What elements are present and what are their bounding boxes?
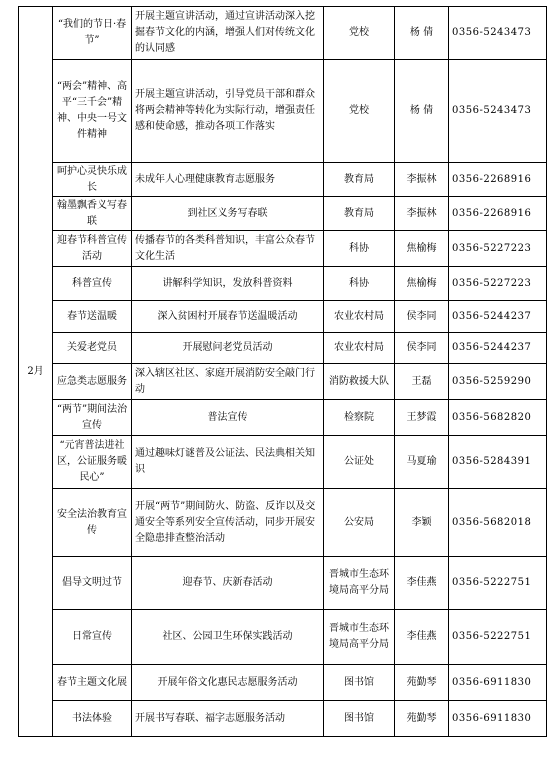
activity-content: 开展书写春联、福字志愿服务活动 <box>132 701 324 737</box>
contact-phone: 0356-5244237 <box>449 301 547 333</box>
organizer: 农业农村局 <box>324 333 395 364</box>
activity-name: “两节”期间法治宣传 <box>53 400 132 436</box>
activity-name: 书法体验 <box>53 701 132 737</box>
activity-content: 迎春节、庆新春活动 <box>132 557 324 610</box>
organizer: 科协 <box>324 231 395 267</box>
contact-person: 李振林 <box>395 163 449 197</box>
activity-content: 开展主题宣讲活动，引导党员干部和群众将两会精神等转化为实际行动，增强责任感和使命感，推动各项工作落实 <box>132 60 324 163</box>
organizer: 晋城市生态环境局高平分局 <box>324 610 395 665</box>
activity-content: 普法宣传 <box>132 400 324 436</box>
activity-name: 日常宣传 <box>53 610 132 665</box>
activity-name: 应急类志愿服务 <box>53 364 132 400</box>
activity-content: 深入贫困村开展春节送温暖活动 <box>132 301 324 333</box>
contact-phone: 0356-5243473 <box>449 60 547 163</box>
contact-phone: 0356-5284391 <box>449 436 547 489</box>
contact-person: 李振林 <box>395 197 449 231</box>
organizer: 图书馆 <box>324 665 395 701</box>
contact-person: 王磊 <box>395 364 449 400</box>
contact-person: 侯李同 <box>395 301 449 333</box>
contact-person: 苑勤琴 <box>395 701 449 737</box>
activity-name: 科普宣传 <box>53 267 132 301</box>
contact-phone: 0356-5222751 <box>449 557 547 610</box>
organizer: 教育局 <box>324 163 395 197</box>
organizer: 农业农村局 <box>324 301 395 333</box>
contact-phone: 0356-6911830 <box>449 665 547 701</box>
activity-content: 开展主题宣讲活动，通过宣讲活动深入挖掘春节文化的内涵，增强人们对传统文化的认同感 <box>132 7 324 60</box>
activity-name: 翰墨飘香义写春联 <box>53 197 132 231</box>
contact-person: 马夏瑜 <box>395 436 449 489</box>
activity-name: 春节送温暖 <box>53 301 132 333</box>
organizer: 科协 <box>324 267 395 301</box>
contact-phone: 0356-5227223 <box>449 267 547 301</box>
organizer: 公安局 <box>324 489 395 557</box>
activity-content: 讲解科学知识，发放科普资料 <box>132 267 324 301</box>
contact-person: 侯李同 <box>395 333 449 364</box>
contact-person: 李佳燕 <box>395 610 449 665</box>
contact-phone: 0356-2268916 <box>449 163 547 197</box>
organizer: 党校 <box>324 60 395 163</box>
contact-phone: 0356-5682820 <box>449 400 547 436</box>
contact-phone: 0356-5244237 <box>449 333 547 364</box>
activity-content: 未成年人心理健康教育志愿服务 <box>132 163 324 197</box>
organizer: 教育局 <box>324 197 395 231</box>
contact-phone: 0356-5259290 <box>449 364 547 400</box>
contact-person: 苑勤琴 <box>395 665 449 701</box>
contact-phone: 0356-6911830 <box>449 701 547 737</box>
activity-schedule-table <box>18 6 547 737</box>
organizer: 消防救援大队 <box>324 364 395 400</box>
activity-name: 关爱老党员 <box>53 333 132 364</box>
organizer: 晋城市生态环境局高平分局 <box>324 557 395 610</box>
contact-phone: 0356-5682018 <box>449 489 547 557</box>
activity-content: 通过趣味灯谜普及公证法、民法典相关知识 <box>132 436 324 489</box>
activity-name: 迎春节科普宣传活动 <box>53 231 132 267</box>
contact-person: 焦榆梅 <box>395 231 449 267</box>
activity-name: “两会”精神、高平“三千会”精神、中央一号文件精神 <box>53 60 132 163</box>
activity-content: 开展年俗文化惠民志愿服务活动 <box>132 665 324 701</box>
activity-content: 到社区义务写春联 <box>132 197 324 231</box>
activity-content: 开展“两节”期间防火、防盗、反诈以及交通安全等系列安全宣传活动，同步开展安全隐患排查整治活动 <box>132 489 324 557</box>
activity-content: 深入辖区社区、家庭开展消防安全敲门行动 <box>132 364 324 400</box>
activity-name: 倡导文明过节 <box>53 557 132 610</box>
activity-content: 社区、公园卫生环保实践活动 <box>132 610 324 665</box>
organizer: 党校 <box>324 7 395 60</box>
contact-person: 李佳燕 <box>395 557 449 610</box>
contact-phone: 0356-2268916 <box>449 197 547 231</box>
contact-person: 焦榆梅 <box>395 267 449 301</box>
activity-content: 传播春节的各类科普知识，丰富公众春节文化生活 <box>132 231 324 267</box>
contact-phone: 0356-5243473 <box>449 7 547 60</box>
activity-name: 安全法治教育宣传 <box>53 489 132 557</box>
contact-person: 杨 倩 <box>395 60 449 163</box>
contact-phone: 0356-5227223 <box>449 231 547 267</box>
month-cell: 2月 <box>19 7 53 737</box>
organizer: 图书馆 <box>324 701 395 737</box>
organizer: 检察院 <box>324 400 395 436</box>
contact-person: 杨 倩 <box>395 7 449 60</box>
activity-name: “元宵普法进社区，公证服务暖民心” <box>53 436 132 489</box>
organizer: 公证处 <box>324 436 395 489</box>
activity-content: 开展慰问老党员活动 <box>132 333 324 364</box>
activity-name: 呵护心灵快乐成长 <box>53 163 132 197</box>
contact-phone: 0356-5222751 <box>449 610 547 665</box>
activity-name: “我们的节日·春节” <box>53 7 132 60</box>
activity-name: 春节主题文化展 <box>53 665 132 701</box>
contact-person: 李颖 <box>395 489 449 557</box>
contact-person: 王梦霞 <box>395 400 449 436</box>
